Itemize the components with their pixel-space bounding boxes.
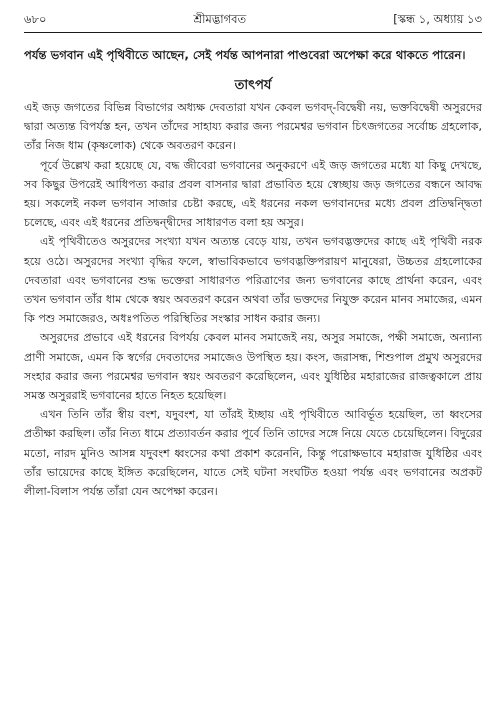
purport-paragraph: পূর্বে উল্লেখ করা হয়েছে যে, বদ্ধ জীবেরা ভগবানের অনুকরণে এই জড় জগতের মধ্যে যা কিছু দেখছে, সব কিছুর উপরেই আধিপত্য করার প্রবল বাসনার দ্বারা প্রভাবিত হয়ে স্বেচ্ছায় জড় জগতের বন্ধনে আবদ্ধ হয়। সকলেই নকল ভগবান সাজার চেষ্টা করছে, এই ধরনের নকল ভগবানদের মধ্যে প্রবল প্রতিদ্বন্দ্বিতা চলেছে, এবং এই ধরনের প্রতিদ্বন্দ্বীদের সাধারণত বলা হয় অসুর।	[24, 158, 482, 230]
running-header	[24, 10, 482, 33]
purport-heading: তাৎপর্য	[234, 78, 272, 93]
book-title: শ্রীমদ্ভাগবত	[193, 11, 247, 26]
page-number: ৬৮০	[24, 11, 47, 26]
purport-paragraph: এই পৃথিবীতেও অসুরদের সংখ্যা যখন অত্যন্ত বেড়ে যায়, তখন ভগবদ্ভক্তদের কাছে এই পৃথিবী নরক হয়ে ওঠে। অসুরদের সংখ্যা বৃদ্ধির ফলে, স্বাভাবিকভাবে ভগবদ্ভক্তিপরায়ণ মানুষেরা, উচ্চতর গ্রহলোকের দেবতারা এবং ভগবানের শুদ্ধ ভক্তেরা সাধারণত পরিত্রাণের জন্য ভগবানের কাছে প্রার্থনা করেন, এবং তখন ভগবান তাঁর ধাম থেকে স্বয়ং অবতরণ করেন অথবা তাঁর ভক্তদের নিযুক্ত করেন মানব সমাজের, এমন কি পশু সমাজেরও, অধঃপতিত পরিস্থিতির সংস্কার সাধন করার জন্য।	[24, 235, 482, 326]
purport-paragraph: অসুরদের প্রভাবে এই ধরনের বিপর্যয় কেবল মানব সমাজেই নয়, অসুর সমাজে, পক্ষী সমাজে, অন্যান্য প্রাণী সমাজে, এমন কি স্বর্গের দেবতাদের সমাজেও উপস্থিত হয়। কংস, জরাসন্ধ, শিশুপাল প্রমুখ অসুরদের সংহার করার জন্য পরমেশ্বর ভগবান স্বয়ং অবতরণ করেছিলেন, এবং যুধিষ্ঠির মহারাজের রাজত্বকালে প্রায় সমস্ত অসুররাই ভগবানের হাতে নিহত হয়েছিল।	[24, 331, 482, 403]
purport-paragraph: এই জড় জগতের বিভিন্ন বিভাগের অধ্যক্ষ দেবতারা যখন কেবল ভগবদ্‌-বিদ্বেষী নয়, ভক্তবিদ্বেষী অসুরদের দ্বারা অত্যন্ত বিপর্যস্ত হন, তখন তাঁদের সাহায্য করার জন্য পরমেশ্বর ভগবান চিৎজগতের সর্বোচ্চ গ্রহলোক, তাঁর নিজ ধাম (কৃষ্ণলোক) থেকে অবতরণ করেন।	[24, 101, 482, 153]
canto-chapter-label: [স্কন্ধ ১, অধ্যায় ১৩	[393, 11, 482, 26]
purport-paragraph: এখন তিনি তাঁর স্বীয় বংশ, যদুবংশ, যা তাঁরই ইচ্ছায় এই পৃথিবীতে আবির্ভূত হয়েছিল, তা ধ্বংসের প্রতীক্ষা করছিল। তাঁর নিত্য ধামে প্রত্যাবর্তন করার পূর্বে তিনি তাদের সঙ্গে নিয়ে যেতে চেয়েছিলেন। বিদুরের মতো, নারদ মুনিও আসন্ন যদুবংশ ধ্বংসের কথা প্রকাশ করেননি, কিন্তু পরোক্ষভাবে মহারাজ যুধিষ্ঠির এবং তাঁর ভায়েদের কাছে ইঙ্গিত করেছিলেন, যাতে সেই ঘটনা সংঘটিত হওয়া পর্যন্ত এবং ভগবানের অপ্রকট লীলা-বিলাস পর্যন্ত তাঁরা যেন অপেক্ষা করেন।	[24, 408, 482, 499]
book-page	[24, 10, 482, 501]
verse-translation: পর্যন্ত ভগবান এই পৃথিবীতে আছেন, সেই পর্যন্ত আপনারা পাণ্ডবেরা অপেক্ষা করে থাকতে পারেন।	[24, 48, 466, 62]
